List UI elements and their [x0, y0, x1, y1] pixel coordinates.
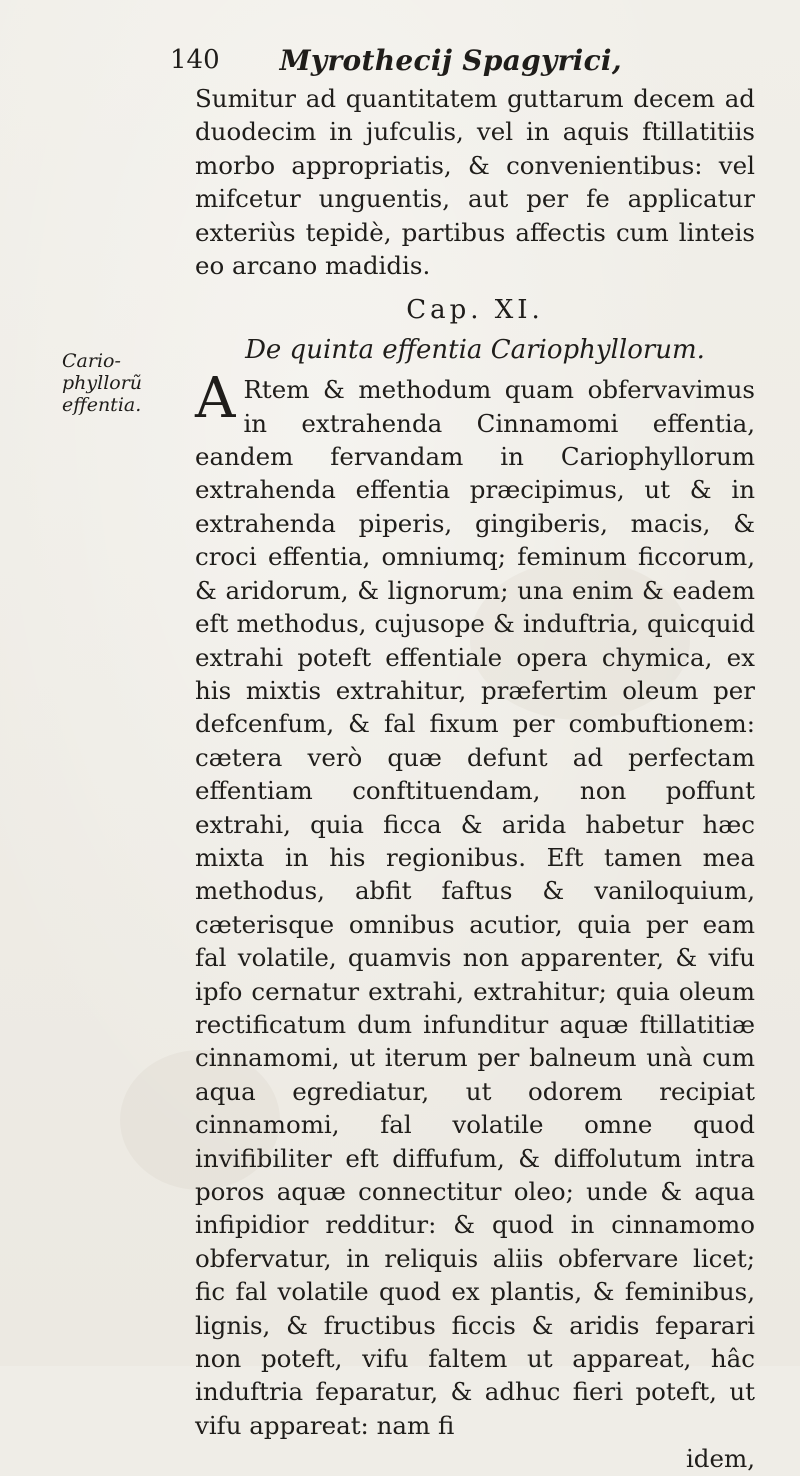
catchword: idem, — [685, 1444, 755, 1474]
main-text-block — [195, 82, 755, 1476]
margin-note-line: Cario- — [62, 350, 121, 372]
chapter-body — [195, 366, 755, 1442]
drop-cap: A — [195, 366, 236, 432]
chapter-body-text: Rtem & methodum quam obfervavimus in extrahenda Cinnamomi effentia, eandem fervandam in Cariophyllorum extrahenda effentia præcipimus, ut & in extrahenda piperis, gingiberis, macis, & croci effentia, omniumq; feminum ficcorum, & aridorum, & lignorum; una enim & eadem eft methodus, cujusope & induftria, quicquid extrahi poteft effentiale opera chymica, ex his mixtis extrahitur, præfertim oleum per defcenfum, & fal fixum per combuftionem: cætera verò quæ defunt ad perfectam effentiam conftituendam, non poffunt extrahi, quia ficca & arida habetur hæc mixta in his regionibus. Eft tamen mea methodus, abfit faftus & vaniloquium, cæterisque omnibus acutior, quia per eam fal volatile, quamvis non apparenter, & vifu ipfo cernatur extrahi, extrahitur; quia oleum rectificatum dum infunditur aquæ ftillatitiæ cinnamomi, ut iterum per balneum unà cum aqua egrediatur, ut odorem recipiat cinnamomi, fal volatile omne quod invifibiliter eft diffufum, & diffolutum intra poros aquæ connectitur oleo; unde & aqua infipidior redditur: & quod in cinnamomo obfervatur, in reliquis aliis obfervare licet; fic fal volatile quod ex plantis, & feminibus, lignis, & fructibus ficcis & aridis feparari non poteft, vifu faltem ut appareat, hâc induftria feparatur, & adhuc fieri poteft, ut vifu appareat: nam fi — [195, 375, 755, 1440]
margin-note — [62, 350, 152, 416]
paragraph-continuation: Sumitur ad quantitatem guttarum decem ad duodecim in jufculis, vel in aquis ftillatitiis morbo appropriatis, & convenientibus: vel mifcetur unguentis, aut per fe applicatur exteriùs tepidè, partibus affectis cum linteis eo arcano madidis. — [195, 84, 755, 281]
running-head — [170, 38, 730, 82]
page-number: 140 — [170, 45, 220, 75]
margin-note-line: effentia. — [62, 394, 142, 416]
margin-note-line: phyllorũ — [62, 372, 143, 394]
running-title: Myrothecij Spagyrici, — [279, 43, 622, 77]
chapter-heading: De quinta effentia Cariophyllorum. — [245, 334, 705, 365]
chapter-label: Cap. XI. — [406, 295, 544, 326]
